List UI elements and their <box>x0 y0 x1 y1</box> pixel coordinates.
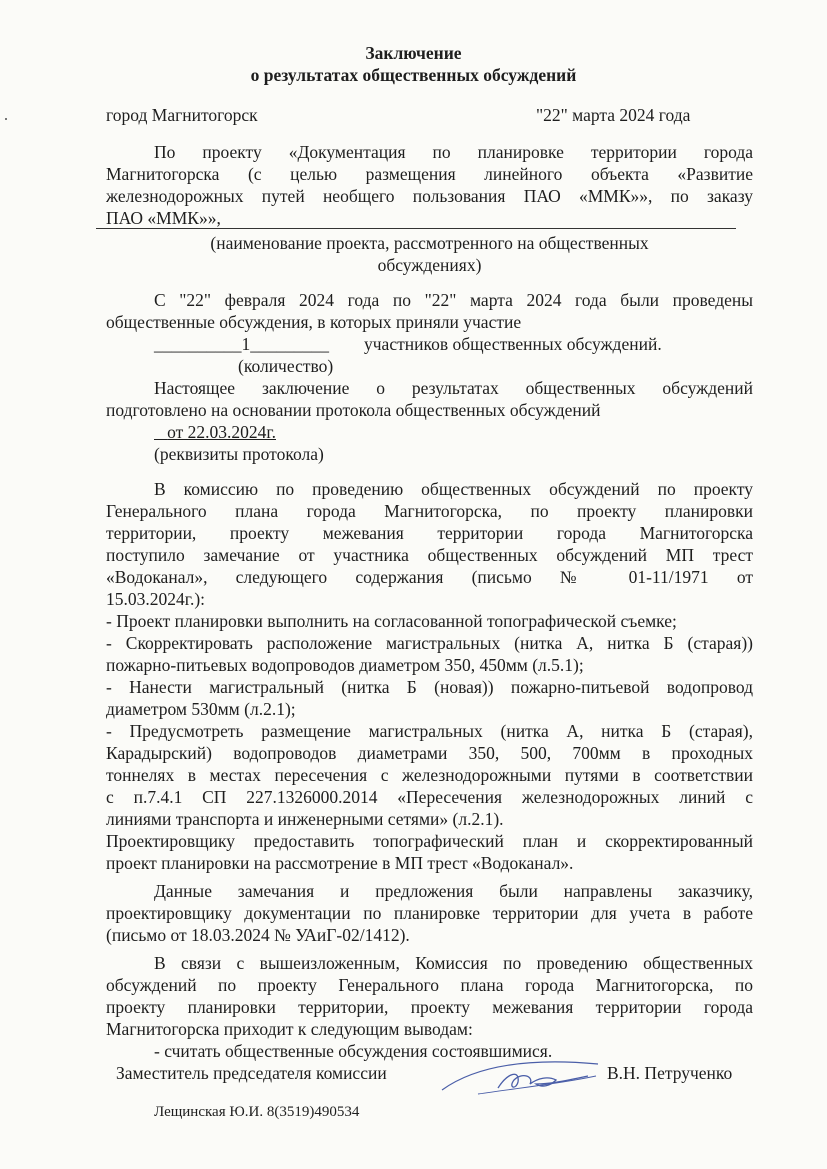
project-caption-1: (наименование проекта, рассмотренного на общественных <box>210 233 649 253</box>
city: город Магнитогорск <box>106 105 258 125</box>
title-line-1: Заключение <box>365 43 462 63</box>
remark-item-4c: тоннелях в местах пересечения с железнодорожными путями в соответствии <box>106 765 753 785</box>
project-underline <box>96 228 736 229</box>
remark-item-4b: Карадырский) водопроводов диаметрами 350, 500, 700мм в проходных <box>106 743 753 763</box>
participants-count: __________1_________ <box>154 334 329 354</box>
remark-item-2b: пожарно-питьевых водопроводов диаметром 350, 450мм (л.5.1); <box>106 655 584 675</box>
designer-line-1: Проектировщику предоставить топографический план и скорректированный <box>106 831 753 851</box>
basis-line-1: Настоящее заключение о результатах общественных обсуждений <box>154 378 753 398</box>
date: "22" марта 2024 года <box>536 105 691 125</box>
remarks-line-6: 15.03.2024г.): <box>106 589 206 609</box>
remarks-line-4: поступило замечание от участника общественных обсуждений МП трест <box>106 545 753 565</box>
period-line-2: общественные обсуждения, в которых приняли участие <box>106 312 522 332</box>
protocol-details: от 22.03.2024г. <box>167 422 276 442</box>
remarks-line-3: территории, проекту межевания территории города Магнитогорска <box>106 523 753 543</box>
protocol-caption: (реквизиты протокола) <box>154 444 324 464</box>
remark-item-4d: с п.7.4.1 СП 227.1326000.2014 «Пересечения железнодорожных линий с <box>106 787 753 807</box>
title-line-2: о результатах общественных обсуждений <box>250 65 577 85</box>
scan-speck <box>5 118 7 120</box>
remark-item-4a: - Предусмотреть размещение магистральных (нитка А, нитка Б (старая), <box>106 721 753 741</box>
project-line-1: По проекту «Документация по планировке территории города <box>154 142 753 162</box>
project-line-4: ПАО «ММК»», <box>106 208 221 228</box>
remark-item-2a: - Скорректировать расположение магистральных (нитка А, нитка Б (старая)) <box>106 633 753 653</box>
sent-line-2: проектировщику документации по планировке территории для учета в работе <box>106 903 753 923</box>
conclusion-line-1: В связи с вышеизложенным, Комиссия по проведению общественных <box>154 953 753 973</box>
executor-contact: Лещинская Ю.И. 8(3519)490534 <box>154 1104 360 1120</box>
conclusion-line-5: - считать общественные обсуждения состоявшимися. <box>154 1041 553 1061</box>
conclusion-line-2: обсуждений по проекту Генерального плана города Магнитогорска, по <box>106 975 753 995</box>
remarks-line-2: Генерального плана города Магнитогорска, по проекту планировки <box>106 501 753 521</box>
conclusion-line-3: проекту планировки территории, проекту межевания территории города <box>106 997 753 1017</box>
signatory-position: Заместитель председателя комиссии <box>116 1063 387 1083</box>
remarks-line-1: В комиссию по проведению общественных обсуждений по проекту <box>154 479 753 499</box>
remark-item-3a: - Нанести магистральный (нитка Б (новая)) пожарно-питьевой водопровод <box>106 677 753 697</box>
sent-line-1: Данные замечания и предложения были направлены заказчику, <box>154 881 753 901</box>
project-caption-2: обсуждениях) <box>377 255 482 275</box>
count-caption: (количество) <box>238 356 334 376</box>
participants-suffix: участников общественных обсуждений. <box>364 334 662 354</box>
project-line-3: железнодорожных путей необщего пользования ПАО «ММК»», по заказу <box>106 186 753 206</box>
designer-line-2: проект планировки на рассмотрение в МП трест «Водоканал». <box>106 853 574 873</box>
remarks-line-5: «Водоканал», следующего содержания (письмо № 01-11/1971 от <box>106 567 753 587</box>
remark-item-4e: линиями транспорта и инженерными сетями» (л.2.1). <box>106 809 504 829</box>
project-line-2: Магнитогорска (с целью размещения линейного объекта «Развитие <box>106 164 753 184</box>
handwritten-signature <box>438 1054 608 1098</box>
remark-item-3b: диаметром 530мм (л.2.1); <box>106 699 296 719</box>
signatory-name: В.Н. Петрученко <box>607 1063 733 1083</box>
period-line-1: С "22" февраля 2024 года по "22" марта 2024 года были проведены <box>154 290 753 310</box>
sent-line-3: (письмо от 18.03.2024 № УАиГ-02/1412). <box>106 925 410 945</box>
remark-item-1: - Проект планировки выполнить на согласованной топографической съемке; <box>106 611 677 631</box>
conclusion-line-4: Магнитогорска приходит к следующим выводам: <box>106 1019 473 1039</box>
basis-line-2: подготовлено на основании протокола общественных обсуждений <box>106 400 601 420</box>
